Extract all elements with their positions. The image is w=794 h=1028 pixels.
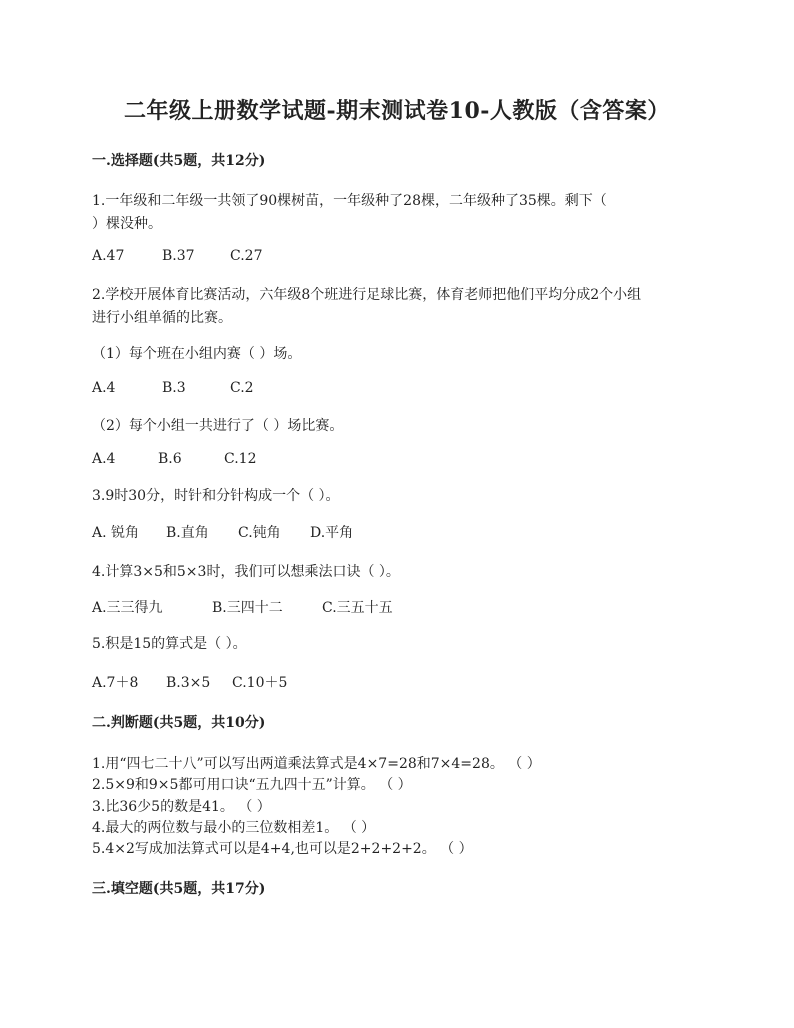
option-a: A.47 <box>92 248 125 264</box>
judge-item-2: 2.5×9和9×5都可用口诀“五九四十五”计算。 （ ） <box>92 777 412 793</box>
judge-item-4: 4.最大的两位数与最小的三位数相差1。 （ ） <box>92 820 376 836</box>
option-b: B.三四十二 <box>212 600 283 616</box>
q2-sub1-options <box>92 380 254 396</box>
judge-item-3: 3.比36少5的数是41。 （ ） <box>92 799 271 815</box>
page-title: 二年级上册数学试题-期末测试卷10-人教版（含答案） <box>124 98 670 124</box>
judge-item-1: 1.用“四七二十八”可以写出两道乘法算式是4×7=28和7×4=28。 （ ） <box>92 756 541 772</box>
option-c: C.10＋5 <box>232 675 288 691</box>
q5-options <box>92 672 287 692</box>
option-a: A.4 <box>92 451 116 467</box>
judge-item-5: 5.4×2写成加法算式可以是4+4,也可以是2+2+2+2。 （ ） <box>92 841 473 857</box>
q4-line1: 4.计算3×5和5×3时，我们可以想乘法口诀（ ）。 <box>92 564 400 580</box>
option-c: C.三五十五 <box>322 600 393 616</box>
option-a: A. 锐角 <box>92 525 140 541</box>
q2-sub2-options <box>92 451 256 467</box>
q2-line1: 2.学校开展体育比赛活动，六年级8个班进行足球比赛，体育老师把他们平均分成2个小组 <box>92 287 642 303</box>
q3-options <box>92 522 353 542</box>
q1-options <box>92 248 262 264</box>
option-c: C.2 <box>230 380 254 396</box>
q1-line2: ）棵没种。 <box>92 216 162 232</box>
option-b: B.6 <box>158 451 182 467</box>
q5-line1: 5.积是15的算式是（ ）。 <box>92 636 247 652</box>
option-a: A.三三得九 <box>92 600 163 616</box>
option-a: A.7＋8 <box>92 675 139 691</box>
q4-options <box>92 597 393 617</box>
section-heading-judge: 二.判断题(共5题，共10分) <box>92 715 266 731</box>
option-a: A.4 <box>92 380 116 396</box>
q3-line1: 3.9时30分，时针和分针构成一个（ ）。 <box>92 488 340 504</box>
q2-sub2: （2）每个小组一共进行了（ ）场比赛。 <box>92 418 344 434</box>
option-c: C.27 <box>230 248 263 264</box>
option-b: B.37 <box>162 248 195 264</box>
q2-line2: 进行小组单循的比赛。 <box>92 310 232 326</box>
option-c: C.12 <box>224 451 257 467</box>
option-d: D.平角 <box>310 525 354 541</box>
option-c: C.钝角 <box>238 525 281 541</box>
section-heading-fill: 三.填空题(共5题，共17分) <box>92 881 266 897</box>
q2-sub1: （1）每个班在小组内赛（ ）场。 <box>92 346 302 362</box>
option-b: B.直角 <box>166 525 209 541</box>
option-b: B.3×5 <box>166 675 211 691</box>
option-b: B.3 <box>162 380 186 396</box>
q1-line1: 1.一年级和二年级一共领了90棵树苗，一年级种了28棵，二年级种了35棵。剩下（ <box>92 193 607 209</box>
section-heading-choice: 一.选择题(共5题，共12分) <box>92 153 266 169</box>
